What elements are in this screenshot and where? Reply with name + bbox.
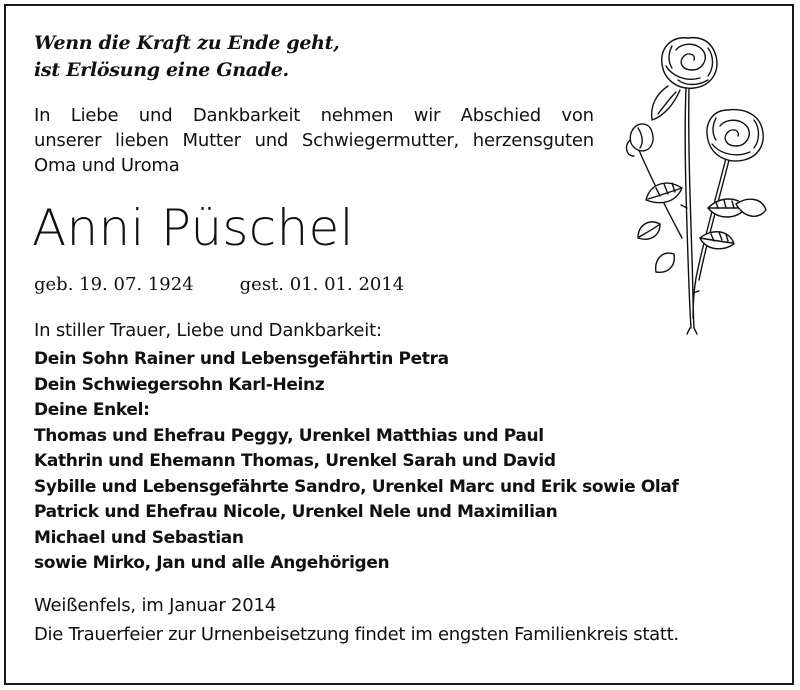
motto <box>34 30 339 84</box>
mourner-line: Dein Sohn Rainer und Lebensgefährtin Petra <box>34 349 449 369</box>
mourner-line: Kathrin und Ehemann Thomas, Urenkel Sarah und David <box>34 451 556 471</box>
intro-word: und <box>138 105 173 126</box>
intro-word: Schwiegermutter, <box>301 130 460 151</box>
mourner-line: Deine Enkel: <box>34 400 150 420</box>
intro-word: In <box>34 105 51 126</box>
intro-word: Abschied <box>460 105 541 126</box>
intro-word: wir <box>413 105 441 126</box>
intro-word: Mutter <box>182 130 241 151</box>
deceased-name: Anni Püschel <box>32 199 354 257</box>
intro-word: nehmen <box>320 105 394 126</box>
intro-word: und <box>254 130 289 151</box>
intro-word: unserer <box>34 130 102 151</box>
mourner-line: Dein Schwiegersohn Karl-Heinz <box>34 374 325 395</box>
intro-word: von <box>561 105 594 126</box>
motto-line-2: ist Erlösung eine Gnade. <box>34 59 289 81</box>
intro-word: herzensguten <box>472 130 594 151</box>
mourners-list <box>34 347 679 577</box>
place-date: Weißenfels, im Januar 2014 <box>34 595 277 616</box>
intro-text <box>34 103 594 178</box>
rose-icon <box>616 28 772 338</box>
mourner-line: Thomas und Ehefrau Peggy, Urenkel Matthias und Paul <box>34 425 544 446</box>
intro-word: Liebe <box>70 105 119 126</box>
mourner-line: Michael und Sebastian <box>34 527 244 548</box>
intro-line-3: Oma und Uroma <box>34 155 180 176</box>
intro-line-1 <box>34 103 594 128</box>
death-date: gest. 01. 01. 2014 <box>239 274 405 295</box>
funeral-note: Die Trauerfeier zur Urnenbeisetzung findet im engsten Familienkreis statt. <box>34 624 679 645</box>
birth-date: geb. 19. 07. 1924 <box>34 274 194 295</box>
mourning-intro: In stiller Trauer, Liebe und Dankbarkeit: <box>34 320 382 341</box>
mourner-line: sowie Mirko, Jan und alle Angehörigen <box>34 553 390 573</box>
intro-line-2 <box>34 128 594 153</box>
motto-line-1: Wenn die Kraft zu Ende geht, <box>34 32 340 54</box>
mourner-line: Patrick und Ehefrau Nicole, Urenkel Nele und Maximilian <box>34 502 558 522</box>
intro-word: Dankbarkeit <box>192 105 301 126</box>
life-dates <box>34 272 404 298</box>
mourner-line: Sybille und Lebensgefährte Sandro, Urenkel Marc und Erik sowie Olaf <box>34 476 679 497</box>
intro-word: lieben <box>115 130 169 151</box>
